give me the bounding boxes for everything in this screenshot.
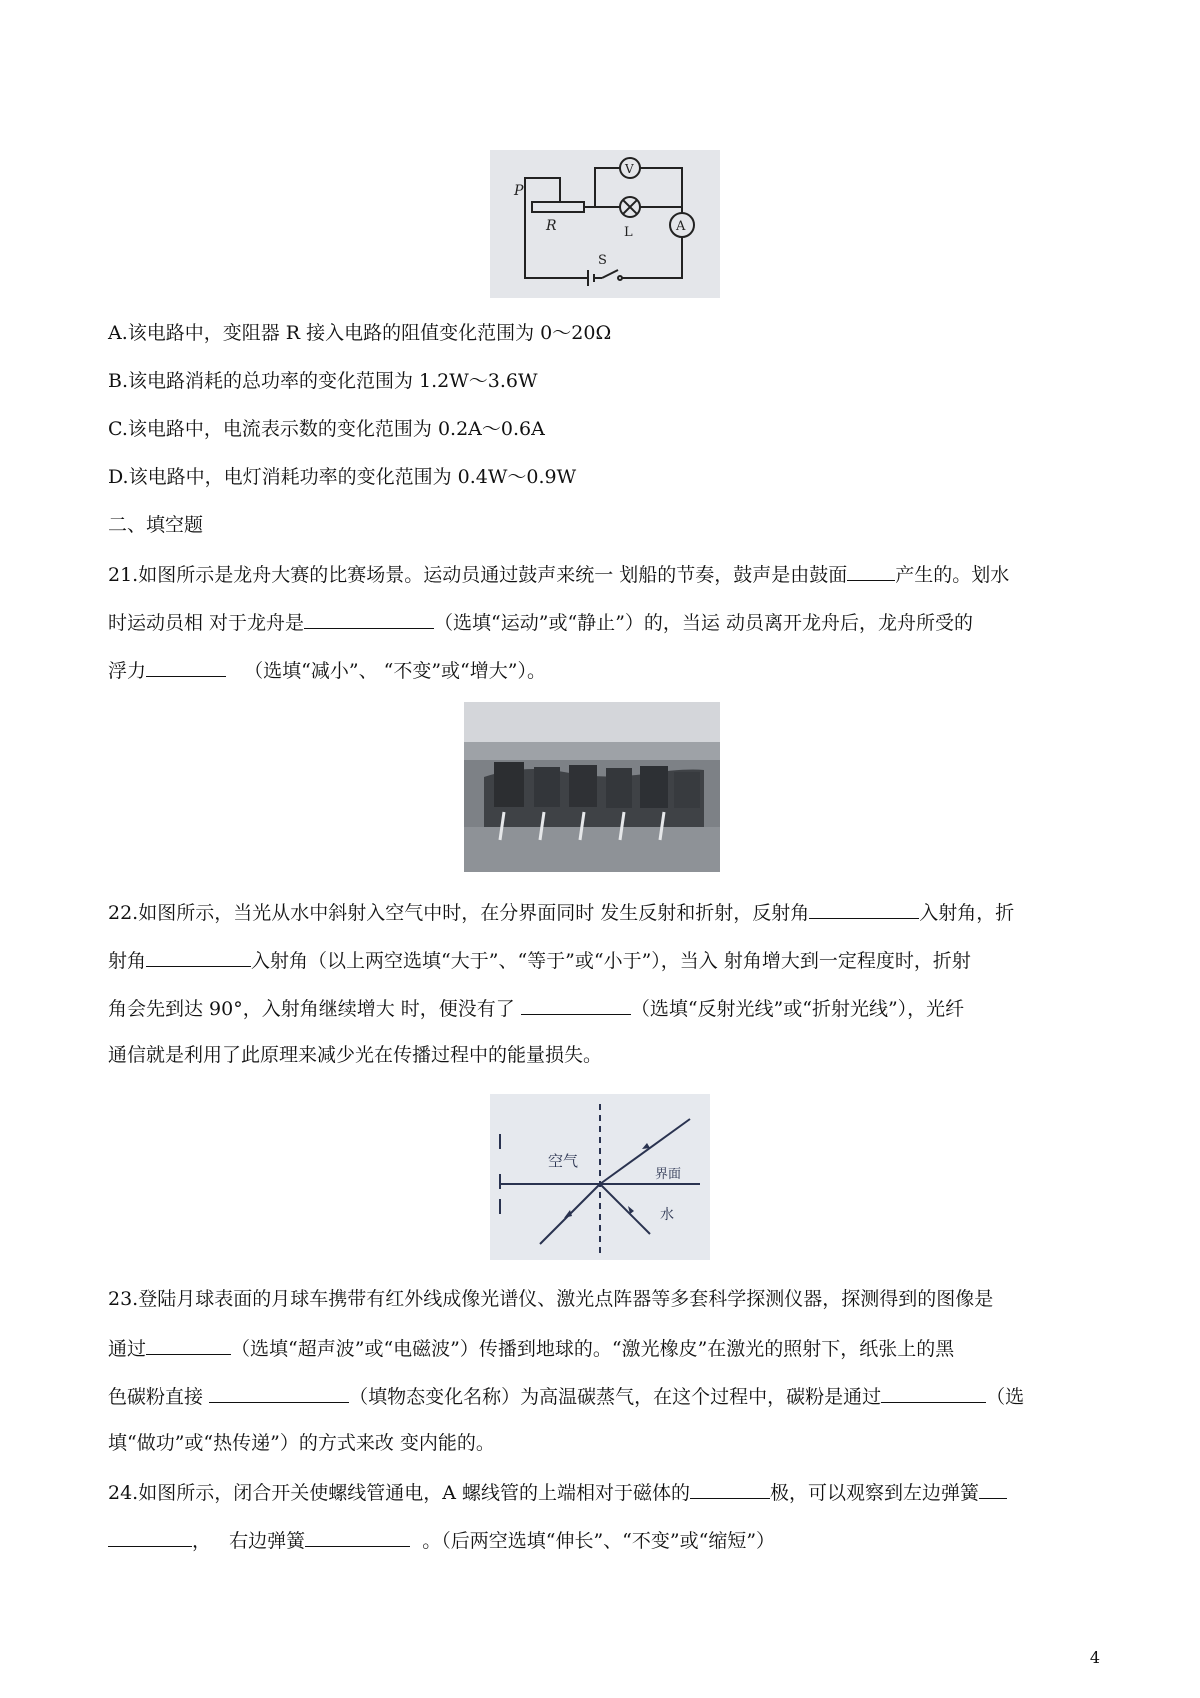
label-water: 水 [660, 1207, 674, 1223]
refraction-svg [490, 1094, 710, 1260]
section-title: 二、填空题 [108, 514, 204, 536]
circuit-diagram [490, 150, 720, 298]
q24-text-1a: 24.如图所示，闭合开关使螺线管通电，A 螺线管的上端相对于磁体的 [108, 1482, 690, 1504]
q23-text-3c: （选 [986, 1386, 1025, 1408]
q22-text-1b: 入射角，折 [919, 902, 1015, 924]
q22-blank-3 [521, 994, 631, 1015]
q23-line-1: 23.登陆月球表面的月球车携带有红外线成像光谱仪、激光点阵器等多套科学探测仪器，探测得到的图像是 [108, 1288, 994, 1310]
q23-blank-1 [146, 1334, 231, 1355]
q21-blank-3 [146, 656, 226, 677]
q21-blank-2 [304, 608, 434, 629]
q22-text-2b: 入射角（以上两空选填“大于”、“等于”或“小于”），当入 射角增大到一定程度时，折射 [251, 950, 971, 972]
label-l: L [624, 225, 633, 240]
q23-text-2b: （选填“超声波”或“电磁波”）传播到地球的。“激光橡皮”在激光的照射下，纸张上的黑 [231, 1338, 955, 1360]
label-interface: 界面 [655, 1167, 682, 1182]
q22-text-3a: 角会先到达 90°，入射角继续增大 时，便没有了 [108, 998, 515, 1020]
q22-line-3 [108, 994, 1100, 1022]
refraction-diagram [490, 1094, 710, 1260]
label-v: V [625, 162, 634, 176]
label-s: S [598, 253, 607, 268]
option-a: A.该电路中，变阻器 R 接入电路的阻值变化范围为 0～20Ω [108, 322, 612, 344]
label-a: A [676, 219, 686, 234]
q24-line-1 [108, 1478, 1100, 1506]
q24-text-2b: 右边弹簧 [229, 1530, 306, 1552]
q21-text-1a: 21.如图所示是龙舟大赛的比赛场景。运动员通过鼓声来统一 划船的节奏，鼓声是由鼓面 [108, 564, 848, 586]
q23-text-3a: 色碳粉直接 [108, 1386, 204, 1408]
q22-text-3b: （选填“反射光线”或“折射光线”），光纤 [630, 998, 965, 1020]
q22-text-1a: 22.如图所示，当光从水中斜射入空气中时，在分界面同时 发生反射和折射，反射角 [108, 902, 810, 924]
option-d: D.该电路中，电灯消耗功率的变化范围为 0.4W～0.9W [108, 466, 577, 488]
label-p: P [514, 183, 524, 199]
q21-text-2b: （选填“运动”或“静止”）的，当运 动员离开龙舟后，龙舟所受的 [434, 612, 973, 634]
q21-text-2a: 时运动员相 对于龙舟是 [108, 612, 305, 634]
q21-text-1b: 产生的。划水 [895, 564, 1010, 586]
label-r: R [546, 218, 557, 234]
q22-line-2 [108, 946, 1100, 974]
option-b: B.该电路消耗的总功率的变化范围为 1.2W～3.6W [108, 370, 538, 392]
q23-blank-2 [209, 1382, 349, 1403]
q24-text-1b: 极，可以观察到左边弹簧 [769, 1482, 979, 1504]
q22-line-1 [108, 898, 1100, 926]
q24-line-2 [108, 1526, 1100, 1554]
q23-line-4: 填“做功”或“热传递”）的方式来改 变内能的。 [108, 1432, 495, 1454]
q24-blank-2a [979, 1478, 1007, 1499]
q22-text-2a: 射角 [108, 950, 147, 972]
q21-text-3a: 浮力 [108, 660, 147, 682]
q23-text-3b: （填物态变化名称）为高温碳蒸气，在这个过程中，碳粉是通过 [349, 1386, 882, 1408]
q22-line-4: 通信就是利用了此原理来减少光在传播过程中的能量损失。 [108, 1044, 603, 1066]
q23-blank-3 [881, 1382, 986, 1403]
dragon-boat-svg [464, 702, 720, 872]
q23-line-2 [108, 1334, 1100, 1362]
option-c: C.该电路中，电流表示数的变化范围为 0.2A～0.6A [108, 418, 545, 440]
page-number: 4 [1089, 1648, 1100, 1667]
q21-line-2 [108, 608, 1100, 636]
q21-line-1 [108, 560, 1100, 588]
q23-line-3 [108, 1382, 1100, 1410]
q21-line-3 [108, 656, 1100, 684]
dragon-boat-photo [464, 702, 720, 872]
q24-text-2a: ， [192, 1530, 212, 1552]
q21-blank-1 [847, 560, 895, 581]
q24-blank-1 [690, 1478, 770, 1499]
q23-text-2a: 通过 [108, 1338, 147, 1360]
q24-blank-2b [108, 1526, 192, 1547]
q24-blank-3 [305, 1526, 410, 1547]
q22-blank-1 [809, 898, 919, 919]
q21-text-3b: （选填“减小”、 “不变”或“增大”）。 [244, 660, 546, 682]
q22-blank-2 [146, 946, 251, 967]
q24-text-2c: 。（后两空选填“伸长”、“不变”或“缩短”） [422, 1530, 776, 1552]
circuit-svg [490, 150, 720, 298]
label-air: 空气 [548, 1152, 579, 1170]
